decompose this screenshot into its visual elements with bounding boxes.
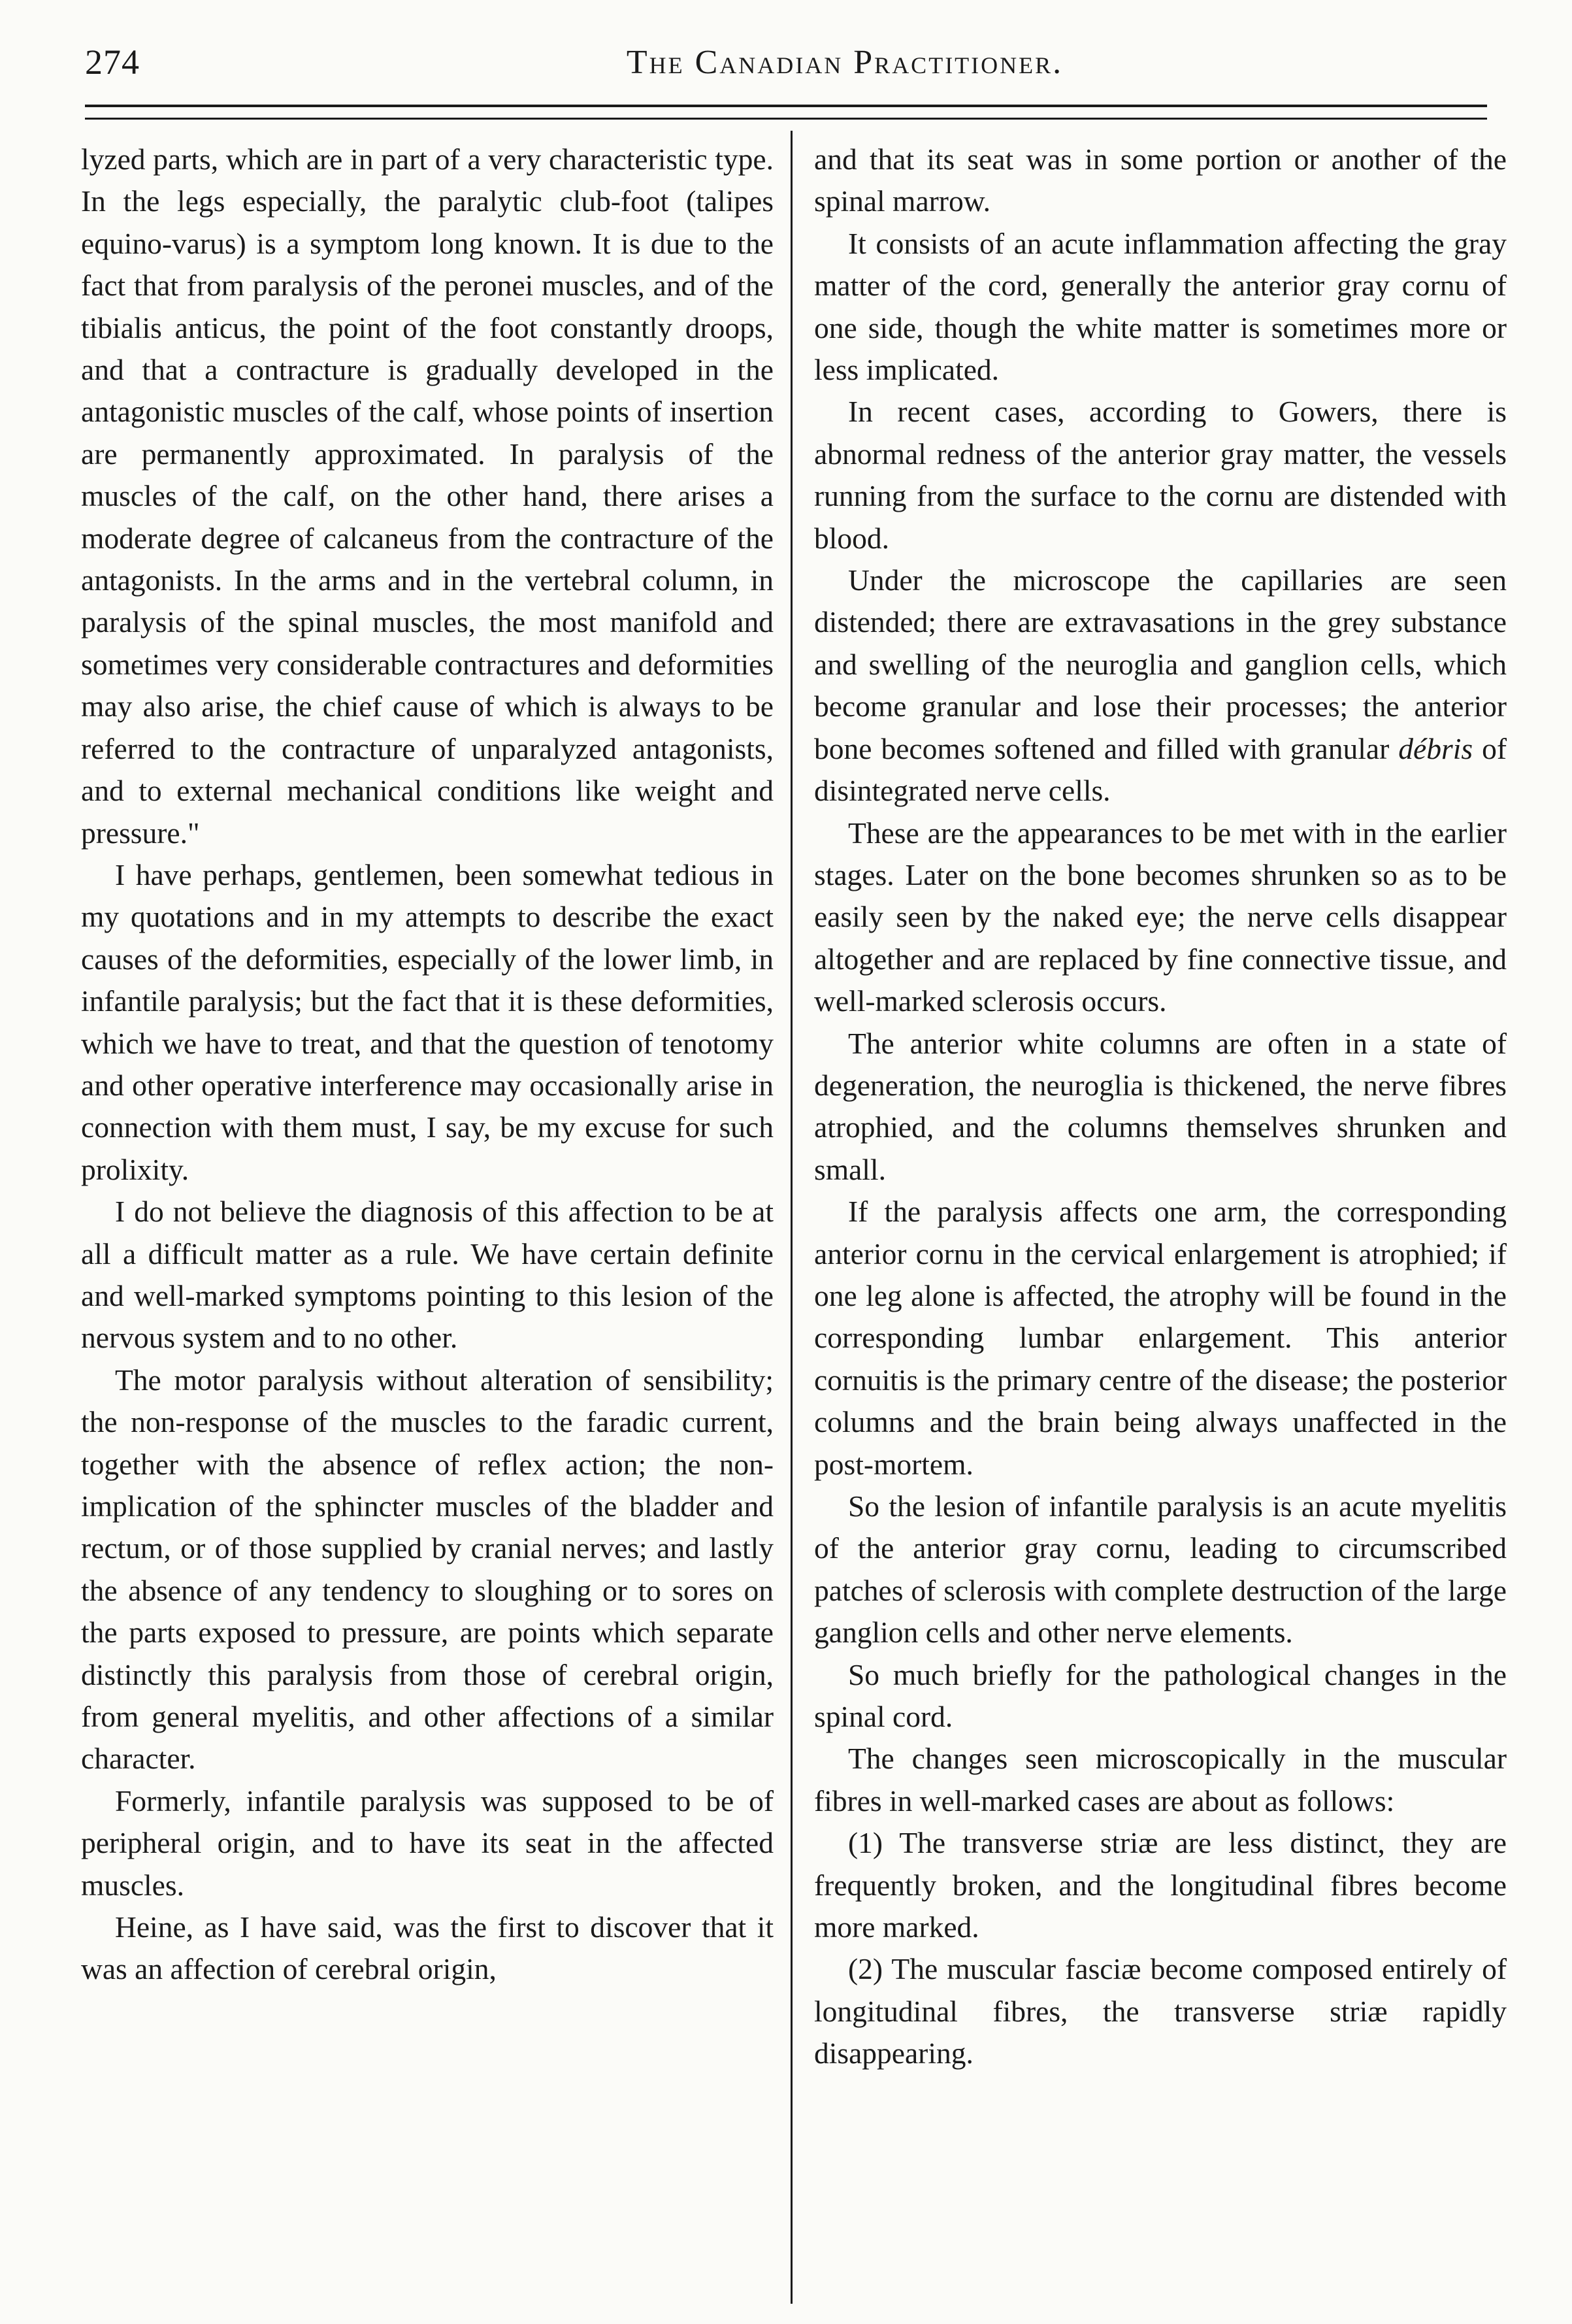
paragraph: So much briefly for the pathological changes in the spinal cord. — [814, 1657, 1507, 1734]
paragraph: (1) The transverse striæ are less distinct, they are frequently broken, and the longitudinal fibres become more marked. — [814, 1826, 1507, 1944]
paragraph: I do not believe the diagnosis of this affection to be at all a difficult matter as a rule. We have certain definite and well-marked symptoms pointing to this lesion of the nervous system and to no other. — [81, 1195, 774, 1355]
paragraph: If the paralysis affects one arm, the corresponding anterior cornu in the cervical enlargement is atrophied; if one leg alone is affected, the atrophy will be found in the corresponding lumbar enlargement. This anterior cornuitis is the primary centre of the disease; the posterior columns and the brain being always unaffected in the post-mortem. — [814, 1195, 1507, 1481]
right-column — [814, 139, 1507, 2075]
paragraph: lyzed parts, which are in part of a very characteristic type. In the legs especially, the paralytic club-foot (talipes equino-varus) is a symptom long known. It is due to the fact that from paralysis of the peronei muscles, and of the tibialis anticus, the point of the foot constantly droops, and that a contracture is gradually developed in the antagonistic muscles of the calf, whose points of insertion are permanently approximated. In paralysis of the muscles of the calf, on the other hand, there arises a moderate degree of calcaneus from the contracture of the antagonists. In the arms and in the vertebral column, in paralysis of the spinal muscles, the most manifold and sometimes very considerable contractures and deformities may also arise, the chief cause of which is always to be referred to the contracture of unparalyzed antagonists, and to external mechanical conditions like weight and pressure." — [81, 142, 774, 850]
paragraph: Heine, as I have said, was the first to discover that it was an affection of cerebral origin, — [81, 1910, 774, 1986]
running-title: The Canadian Practitioner. — [626, 44, 1064, 81]
paragraph: and that its seat was in some portion or another of the spinal marrow. — [814, 142, 1507, 218]
paragraph: These are the appearances to be met with in the earlier stages. Later on the bone becomes shrunken so as to be easily seen by the naked eye; the nerve cells disappear altogether and are replaced by fine connective tissue, and well-marked sclerosis occurs. — [814, 816, 1507, 1018]
paragraph: In recent cases, according to Gowers, there is abnormal redness of the anterior gray matter, the vessels running from the surface to the cornu are distended with blood. — [814, 395, 1507, 555]
paragraph: It consists of an acute inflammation affecting the gray matter of the cord, generally the anterior gray cornu of one side, though the white matter is sometimes more or less implicated. — [814, 226, 1507, 387]
column-divider — [791, 131, 793, 2304]
paragraph: So the lesion of infantile paralysis is an acute myelitis of the anterior gray cornu, leading to circumscribed patches of sclerosis with complete destruction of the large ganglion cells and other nerve elements. — [814, 1489, 1507, 1650]
header-rule — [85, 105, 1487, 107]
paragraph: I have perhaps, gentlemen, been somewhat tedious in my quotations and in my attempts to describe the exact causes of the deformities, especially of the lower limb, in infantile paralysis; but the fact that it is these deformities, which we have to treat, and that the question of tenotomy and other operative interference may occasionally arise in connection with them must, I say, be my excuse for such prolixity. — [81, 857, 774, 1186]
paragraph-text: Under the microscope the capillaries are seen distended; there are extravasations in the grey substance and swelling of the neuroglia and ganglion cells, which become granular and lose their processes; the anterior bone becomes softened and filled with granular — [814, 563, 1507, 765]
left-column — [81, 139, 774, 1991]
paragraph: The anterior white columns are often in a state of degeneration, the neuroglia is thickened, the nerve fibres atrophied, and the columns themselves shrunken and small. — [814, 1026, 1507, 1186]
paragraph: (2) The muscular fasciæ become composed entirely of longitudinal fibres, the transverse striæ rapidly disappearing. — [814, 1952, 1507, 2070]
paragraph — [814, 559, 1507, 812]
page-number: 274 — [85, 42, 140, 82]
paragraph-text: of disintegrated nerve cells. — [814, 731, 1507, 808]
paragraph: The changes seen microscopically in the muscular fibres in well-marked cases are about as follows: — [814, 1742, 1507, 1818]
page-header — [85, 34, 1487, 93]
paragraph: Formerly, infantile paralysis was supposed to be of peripheral origin, and to have its seat in the affected muscles. — [81, 1784, 774, 1902]
paragraph: The motor paralysis without alteration of sensibility; the non-response of the muscles to the faradic current, together with the absence of reflex action; the non-implication of the sphincter muscles of the bladder and rectum, or of those supplied by cranial nerves; and lastly the absence of any tendency to sloughing or to sores on the parts exposed to pressure, are points which separate distinctly this paralysis from those of cerebral origin, from general myelitis, and other affections of a similar character. — [81, 1363, 774, 1776]
italic-term: débris — [1398, 731, 1473, 765]
header-rule-thin — [85, 118, 1487, 120]
